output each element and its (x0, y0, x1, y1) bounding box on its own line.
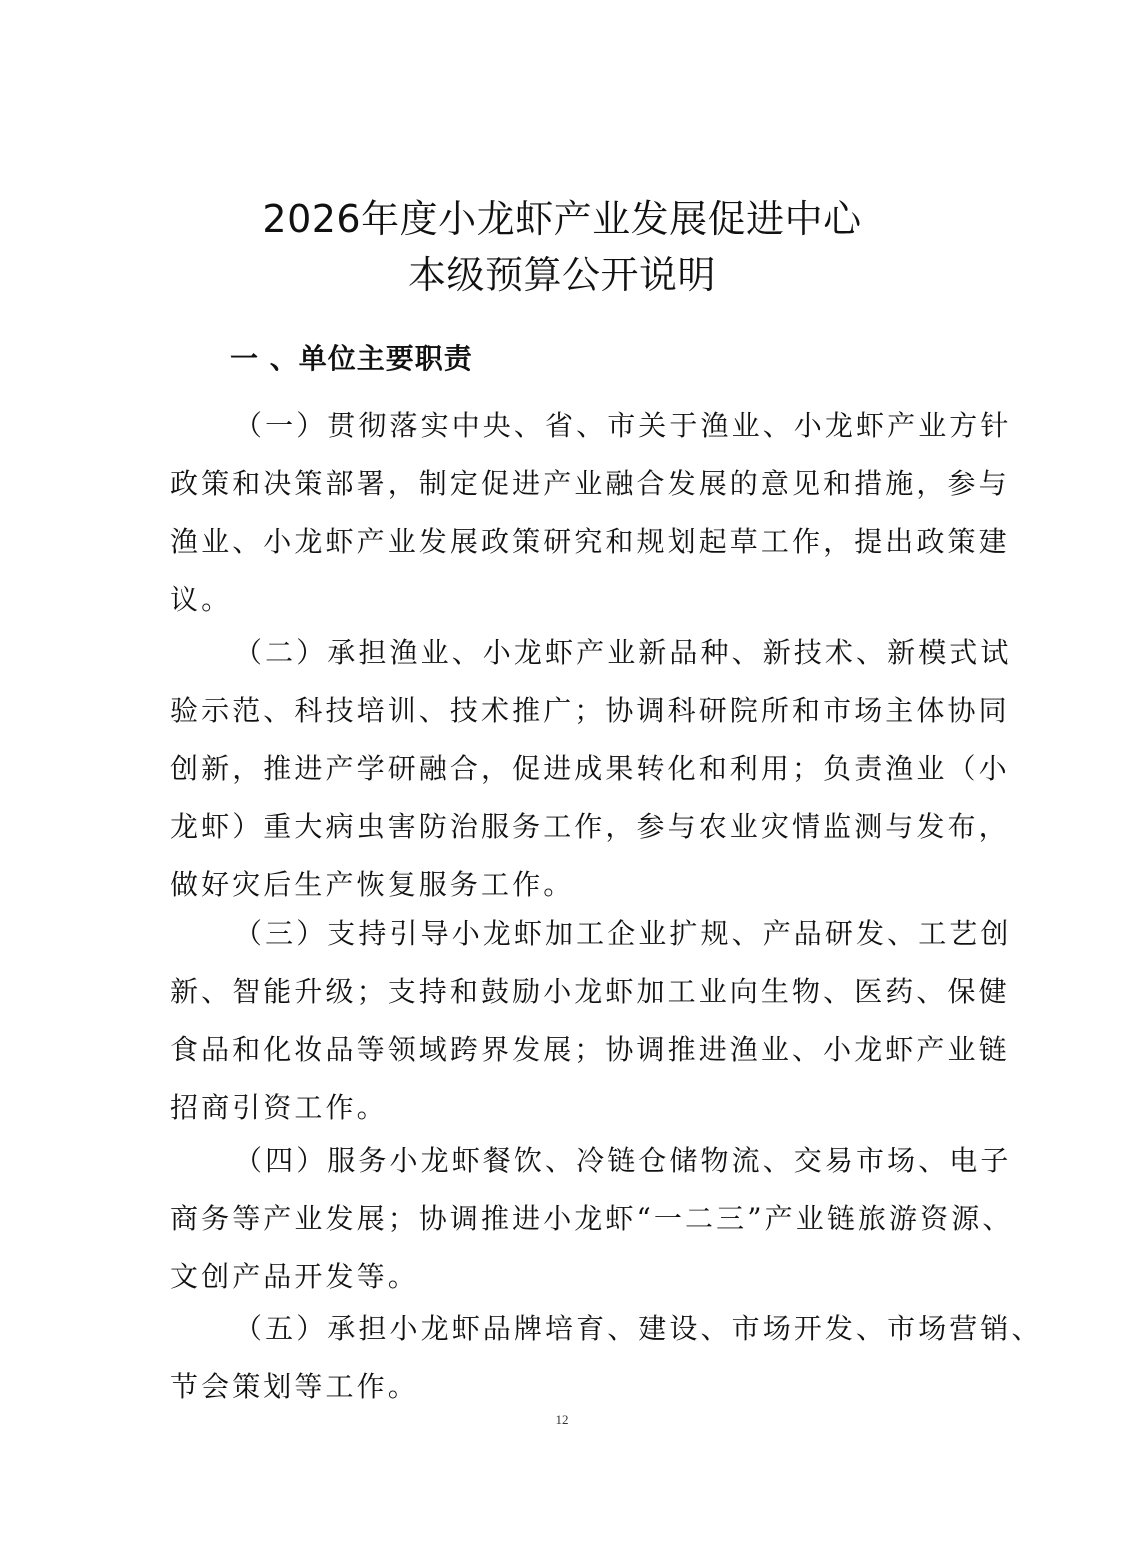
paragraph-line: 文创产品开发等。 (170, 1260, 419, 1293)
paragraph-3 (170, 905, 1012, 1137)
paragraph-line: 食品和化妆品等领域跨界发展；协调推进渔业、小龙虾产业链 (170, 1033, 1010, 1066)
paragraph-line: （三）支持引导小龙虾加工企业扩规、产品研发、工艺创 (234, 917, 1012, 950)
paragraph-line: 渔业、小龙虾产业发展政策研究和规划起草工作，提出政策建 (170, 525, 1010, 558)
paragraph-line: 议。 (170, 583, 233, 616)
paragraph-line: 龙虾）重大病虫害防治服务工作，参与农业灾情监测与发布， (170, 810, 1010, 843)
paragraph-line: （四）服务小龙虾餐饮、冷链仓储物流、交易市场、电子 (234, 1144, 1012, 1177)
paragraph-line: 节会策划等工作。 (170, 1370, 419, 1403)
paragraph-2 (170, 624, 1012, 914)
paragraph-line: （五）承担小龙虾品牌培育、建设、市场开发、市场营销、 (234, 1312, 1043, 1345)
paragraph-line: 政策和决策部署，制定促进产业融合发展的意见和措施，参与 (170, 467, 1010, 500)
document-title-line-2: 本级预算公开说明 (407, 253, 716, 297)
paragraph-line: 创新，推进产学研融合，促进成果转化和利用；负责渔业（小 (170, 752, 1010, 785)
paragraph-line: 招商引资工作。 (170, 1091, 388, 1124)
paragraph-line: 做好灾后生产恢复服务工作。 (170, 868, 575, 901)
document-title-line-1: 2026年度小龙虾产业发展促进中心 (262, 197, 862, 241)
paragraph-line: 商务等产业发展；协调推进小龙虾“一二三”产业链旅游资源、 (170, 1202, 1014, 1235)
paragraph-line: （二）承担渔业、小龙虾产业新品种、新技术、新模式试 (234, 636, 1012, 669)
section-heading: 一 、单位主要职责 (230, 342, 473, 375)
page-number: 12 (555, 1412, 569, 1427)
paragraph-5 (170, 1300, 1043, 1416)
paragraph-line: 新、智能升级；支持和鼓励小龙虾加工业向生物、医药、保健 (170, 975, 1010, 1008)
paragraph-4 (170, 1132, 1014, 1306)
paragraph-line: 验示范、科技培训、技术推广；协调科研院所和市场主体协同 (170, 694, 1010, 727)
paragraph-1 (170, 397, 1012, 629)
paragraph-line: （一）贯彻落实中央、省、市关于渔业、小龙虾产业方针 (234, 409, 1012, 442)
